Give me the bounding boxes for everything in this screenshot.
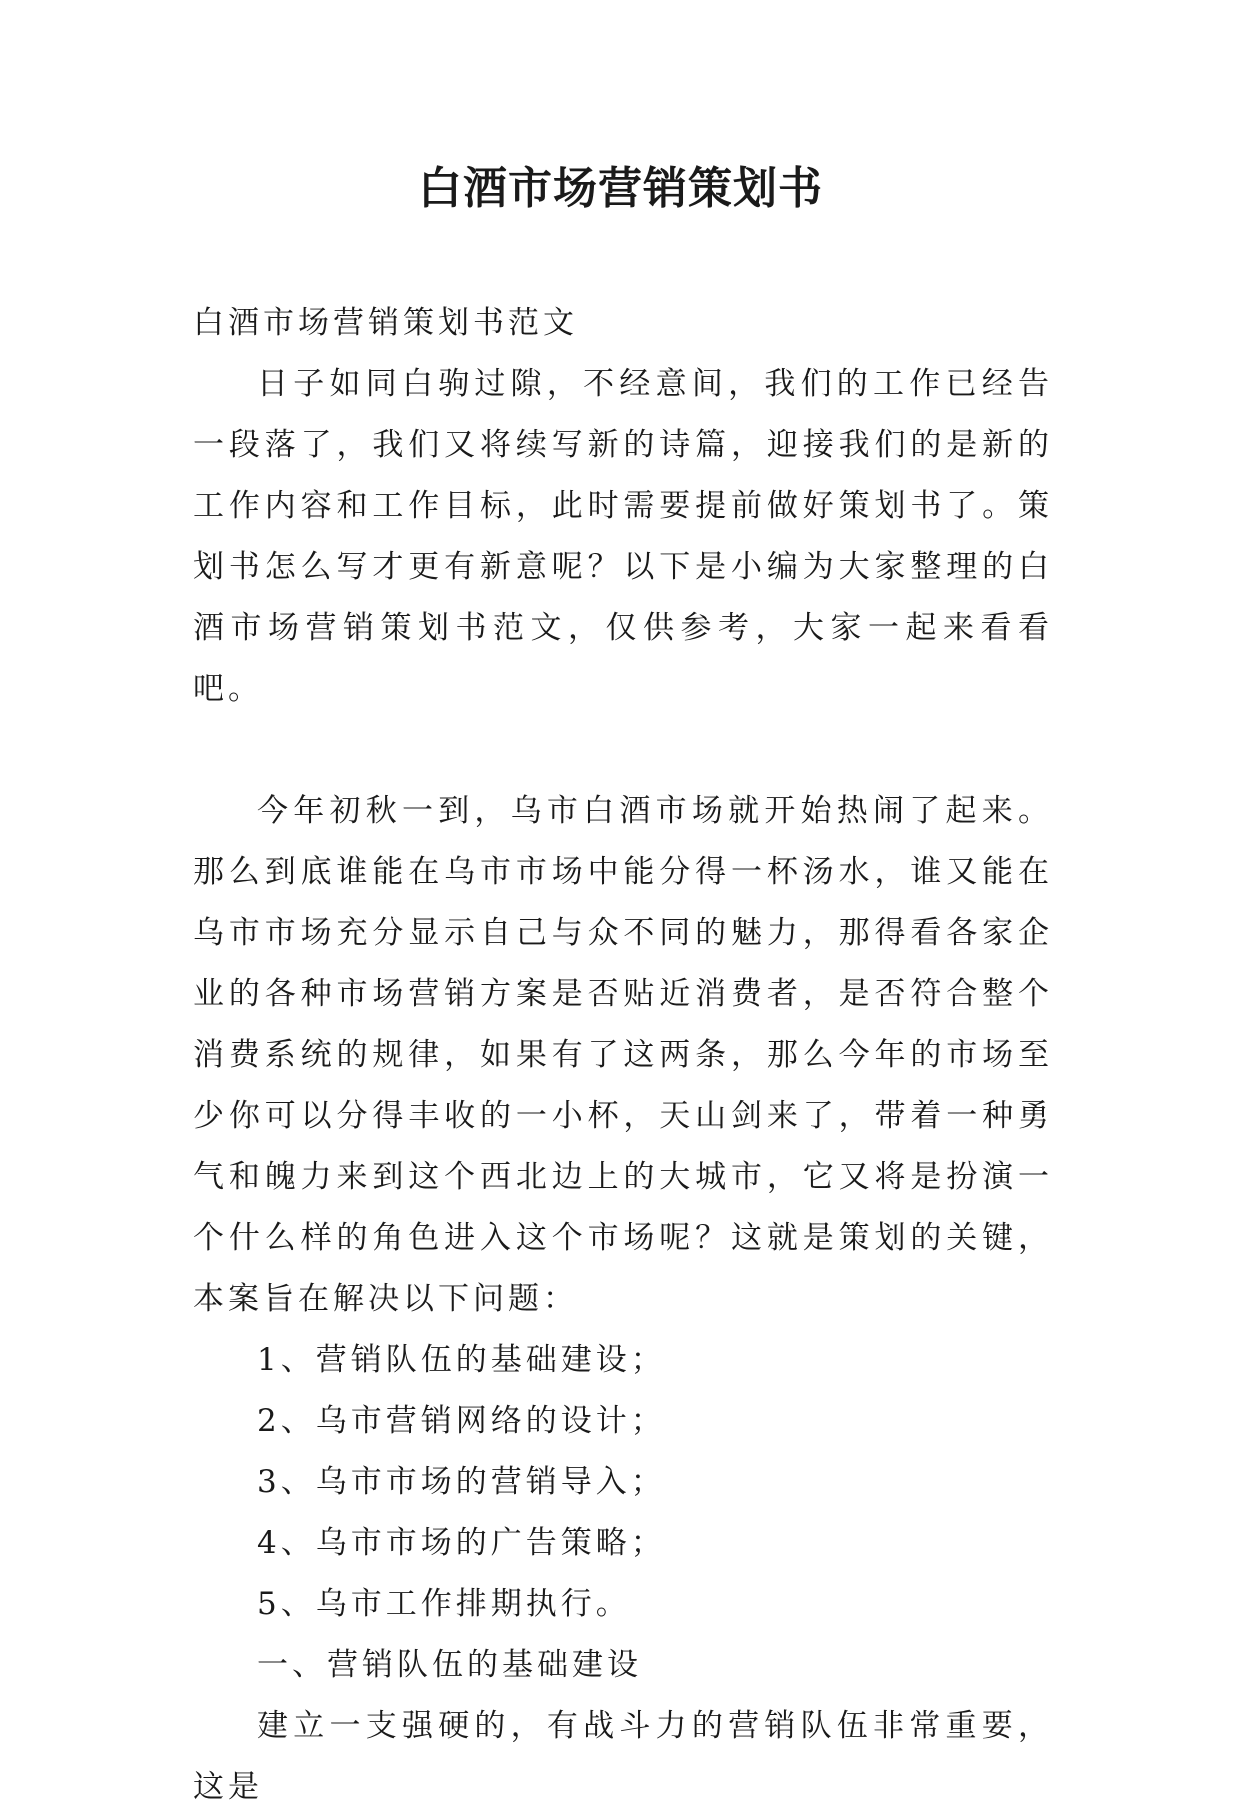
body-paragraph: 今年初秋一到，乌市白酒市场就开始热闹了起来。那么到底谁能在乌市市场中能分得一杯汤水，谁又能在乌市市场充分显示自己与众不同的魅力，那得看各家企业的各种市场营销方案是否贴近消费者，是否符合整个消费系统的规律，如果有了这两条，那么今年的市场至少你可以分得丰收的一小杯，天山剑来了，带着一种勇气和魄力来到这个西北边上的大城市，它又将是扮演一个什么样的角色进入这个市场呢？这就是策划的关键，本案旨在解决以下问题： bbox=[193, 793, 1053, 1317]
document-subtitle: 白酒市场营销策划书范文 bbox=[193, 305, 578, 341]
intro-paragraph: 日子如同白驹过隙，不经意间，我们的工作已经告一段落了，我们又将续写新的诗篇，迎接我们的是新的工作内容和工作目标，此时需要提前做好策划书了。策划书怎么写才更有新意呢？以下是小编为大家整理的白酒市场营销策划书范文，仅供参考，大家一起来看看吧。 bbox=[193, 366, 1053, 707]
section-paragraph: 建立一支强硬的，有战斗力的营销队伍非常重要，这是 bbox=[193, 1708, 1053, 1805]
list-item: 3、乌市市场的营销导入； bbox=[257, 1464, 666, 1500]
document-body bbox=[193, 293, 1053, 1818]
list-item: 5、乌市工作排期执行。 bbox=[257, 1586, 631, 1622]
list-item: 1、营销队伍的基础建设； bbox=[257, 1342, 666, 1378]
list-item: 4、乌市市场的广告策略； bbox=[257, 1525, 666, 1561]
document-title: 白酒市场营销策划书 bbox=[418, 163, 823, 214]
paragraph-spacer bbox=[193, 720, 1053, 781]
section-heading: 一、营销队伍的基础建设 bbox=[257, 1647, 642, 1683]
list-item: 2、乌市营销网络的设计； bbox=[257, 1403, 666, 1439]
